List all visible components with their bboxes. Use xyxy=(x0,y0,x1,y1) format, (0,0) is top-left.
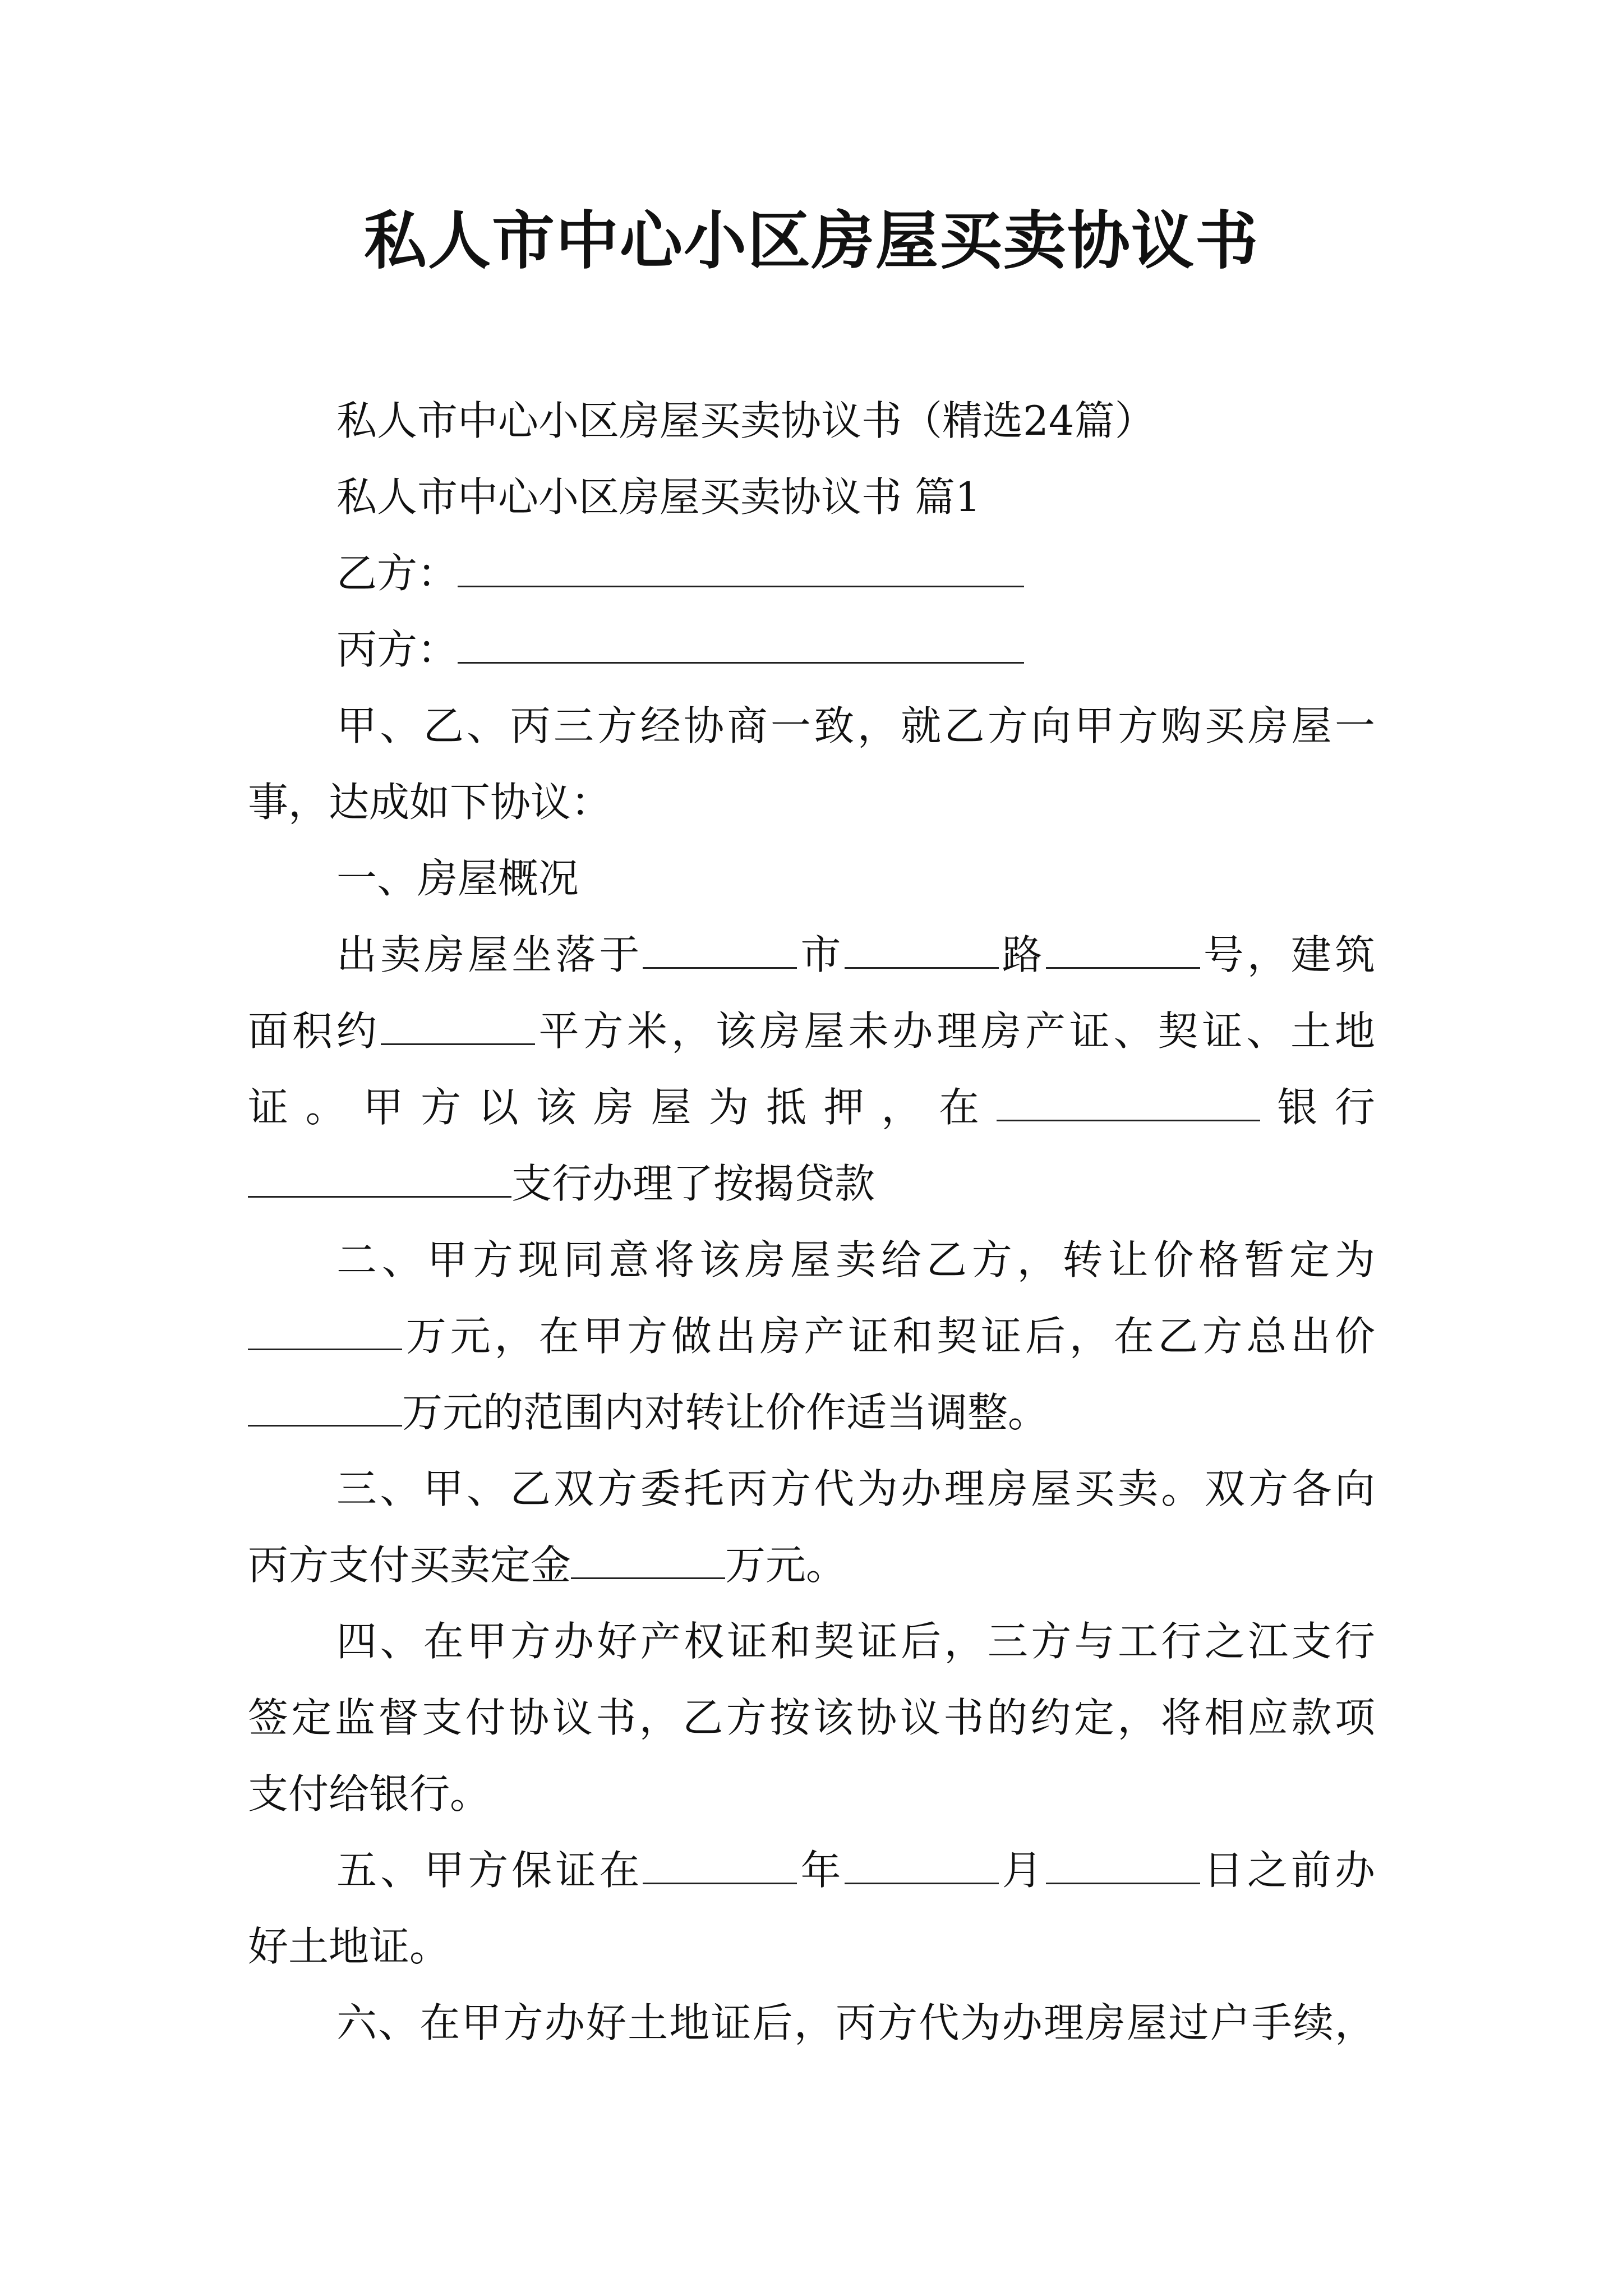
text-run: 万元，在甲方做出房产证和契证后，在乙方总出价 xyxy=(402,1313,1375,1360)
clause-4-line-3: 支付给银行。 xyxy=(248,1770,491,1818)
text-run: 面积约 xyxy=(248,1007,381,1055)
clause-1-line-3 xyxy=(248,1079,1375,1135)
clause-4-line-2: 签定监督支付协议书，乙方按该协议书的约定，将相应款项 xyxy=(248,1694,1375,1741)
text-run: 月 xyxy=(998,1847,1046,1894)
price-blank xyxy=(248,1308,402,1350)
clause-1-line-2 xyxy=(248,1003,1375,1059)
text-run: 五、甲方保证在 xyxy=(336,1847,643,1894)
clause-1-line-1 xyxy=(336,927,1375,983)
text-run: 号，建筑 xyxy=(1200,931,1375,978)
party-c-label: 丙方： xyxy=(336,626,458,673)
deposit-blank xyxy=(571,1537,725,1579)
party-b-label: 乙方： xyxy=(336,550,458,597)
branch-blank xyxy=(248,1156,511,1198)
clause-6-line-1: 六、在甲方办好土地证后，丙方代为办理房屋过户手续， xyxy=(336,1999,1375,2046)
day-blank xyxy=(1046,1842,1200,1884)
year-blank xyxy=(643,1842,797,1884)
clause-3-line-1: 三、甲、乙双方委托丙方代为办理房屋买卖。双方各向 xyxy=(336,1465,1375,1512)
clause-2-line-3 xyxy=(248,1384,1048,1441)
month-blank xyxy=(845,1842,999,1884)
bank-blank xyxy=(997,1079,1260,1121)
text-run: 万元的范围内对转让价作适当调整。 xyxy=(402,1389,1049,1436)
intro-line-1: 甲、乙、丙三方经协商一致，就乙方向甲方购买房屋一 xyxy=(336,702,1375,749)
road-blank xyxy=(845,927,999,969)
clause-1-heading: 一、房屋概况 xyxy=(336,855,579,902)
text-run: 出卖房屋坐落于 xyxy=(336,931,643,978)
clause-4-line-1: 四、在甲方办好产权证和契证后，三方与工行之江支行 xyxy=(336,1618,1375,1665)
clause-3-line-2 xyxy=(248,1537,846,1593)
section-heading: 私人市中心小区房屋买卖协议书 篇1 xyxy=(336,473,981,521)
document-title: 私人市中心小区房屋买卖协议书 xyxy=(364,204,1259,278)
text-run: 支行办理了按揭贷款 xyxy=(511,1160,875,1207)
text-run: 年 xyxy=(797,1847,845,1894)
party-b-blank xyxy=(458,545,1024,587)
clause-5-line-1 xyxy=(336,1842,1375,1898)
intro-line-2: 事，达成如下协议： xyxy=(248,779,612,826)
text-run: 平方米，该房屋未办理房产证、契证、土地 xyxy=(534,1007,1375,1055)
clause-5-line-2: 好土地证。 xyxy=(248,1923,450,1970)
clause-2-line-2 xyxy=(248,1308,1375,1364)
party-c-line xyxy=(336,622,1024,678)
text-run: 路 xyxy=(998,931,1046,978)
number-blank xyxy=(1046,927,1200,969)
party-b-line xyxy=(336,545,1024,601)
clause-2-line-1: 二、甲方现同意将该房屋卖给乙方，转让价格暂定为 xyxy=(336,1236,1375,1283)
text-run: 万元。 xyxy=(725,1542,847,1589)
city-blank xyxy=(643,927,797,969)
text-run: 证。甲方以该房屋为抵押，在 xyxy=(248,1084,997,1131)
text-run: 丙方支付买卖定金 xyxy=(248,1542,571,1589)
clause-1-line-4 xyxy=(248,1156,875,1212)
party-c-blank xyxy=(458,622,1024,664)
text-run: 银行 xyxy=(1260,1084,1375,1131)
text-run: 市 xyxy=(797,931,845,978)
text-run: 日之前办 xyxy=(1200,1847,1375,1894)
total-price-blank xyxy=(248,1384,402,1427)
subtitle-line: 私人市中心小区房屋买卖协议书（精选24篇） xyxy=(336,397,1155,444)
area-blank xyxy=(381,1003,535,1045)
